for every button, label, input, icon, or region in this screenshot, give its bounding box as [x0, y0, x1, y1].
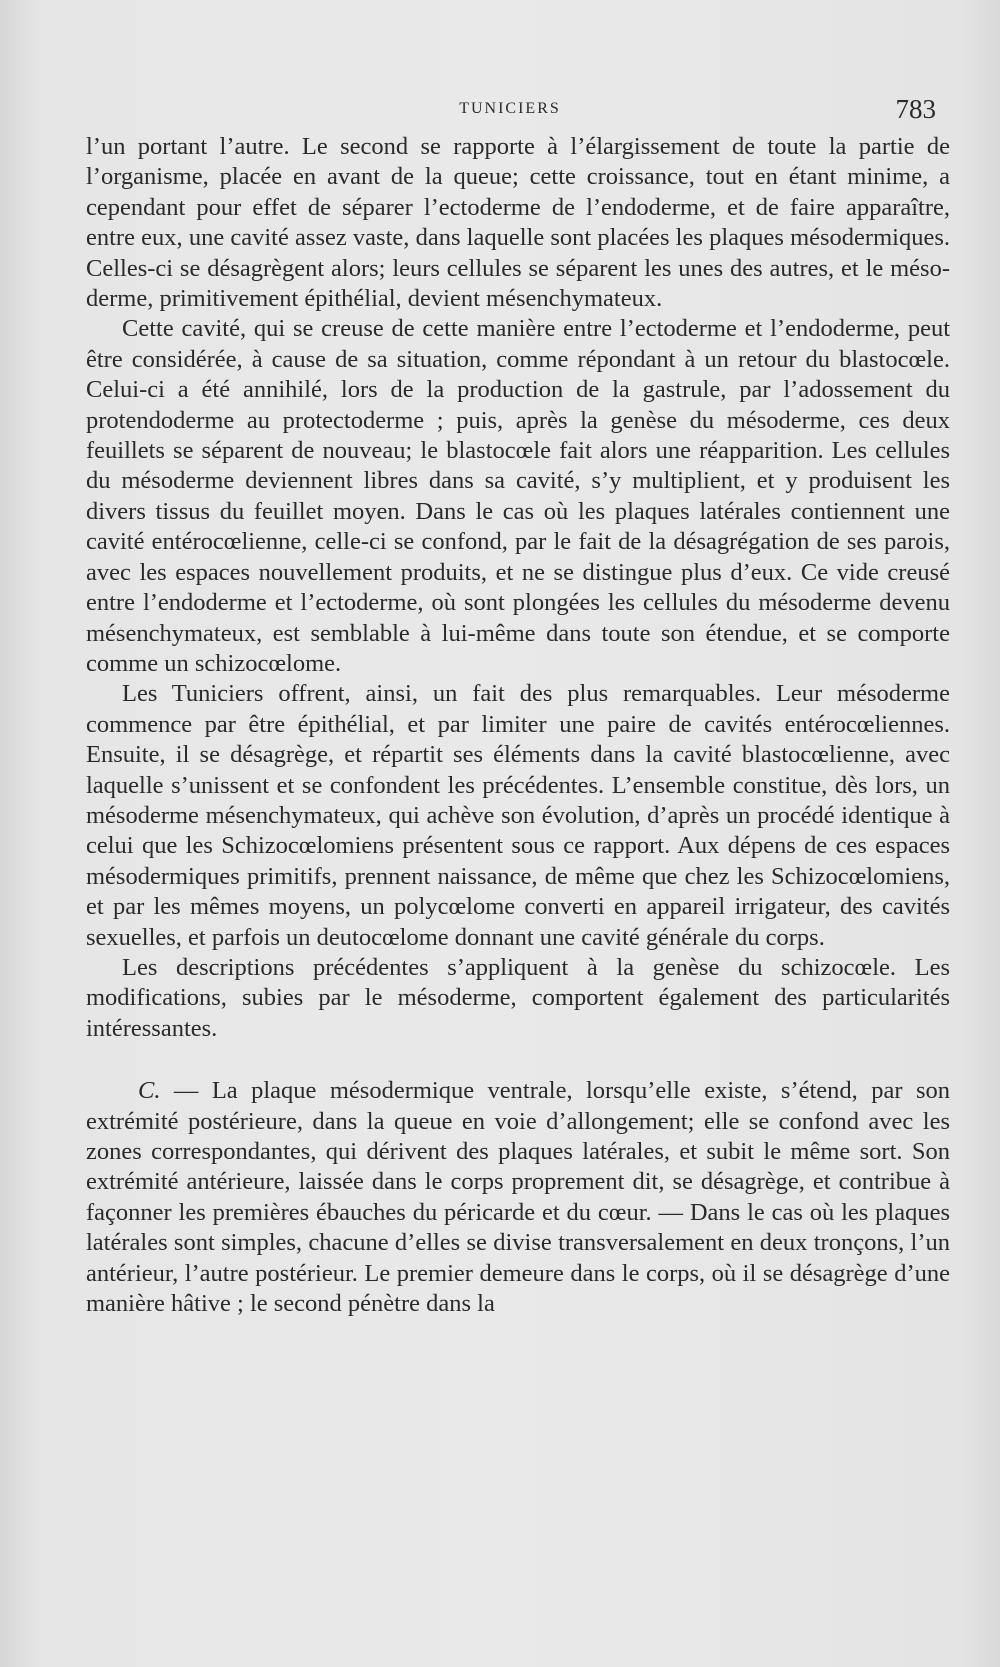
- running-head: [84, 96, 936, 122]
- paragraph-continuation: l’un portant l’autre. Le second se rapporte à l’élargissement de toute la partie de l’organisme, placée en avant de la queue; cette croissance, tout en étant minime, a cependant pour effet de séparer l’ectoderme de l’endoderme, et de faire apparaître, entre eux, une cavité assez vaste, dans laquelle sont placées les plaques mésodermiques. Celles-ci se désagrègent alors; leurs cellules se séparent les unes des autres, et le mésoderme, primitivement épithélial, devient mésenchymateux.: [86, 133, 950, 313]
- page-number: 783: [895, 94, 936, 124]
- paragraph-blastocoele: Cette cavité, qui se creuse de cette manière entre l’ectoderme et l’endoderme, peut être considérée, à cause de sa situation, comme répondant à un retour du blastocœle. Celui-ci a été annihilé, lors de la production de la gastrule, par l’adossement du protendoderme au protectoderme ; puis, après la genèse du mésoderme, ces deux feuillets se séparent de nouveau; le blastocœle fait alors une réapparition. Les cellules du mésoderme deviennent libres dans sa cavité, s’y multiplient, et y produisent les divers tissus du feuillet moyen. Dans le cas où les plaques latérales contiennent une cavité entérocœlienne, celle-ci se confond, par le fait de la désagrégation de ses parois, avec les espaces nouvellement produits, et ne se distingue plus d’eux. Ce vide creusé entre l’endoderme et l’ectoderme, où sont plongées les cellules du mésoderme devenu mésenchymateux, est semblable à lui-même dans toute son étendue, et se comporte comme un schizocœlome.: [86, 315, 950, 677]
- paragraph-descriptions: Les descriptions précédentes s’appliquent à la genèse du schizocœle. Les modifications, subies par le mésoderme, comportent également des particularités intéressantes.: [86, 953, 950, 1042]
- body-text: [86, 132, 950, 1319]
- section-letter: C.: [138, 1077, 161, 1105]
- running-title: TUNICIERS: [459, 100, 561, 117]
- paragraph-tuniciers: Les Tuniciers offrent, ainsi, un fait des plus remarquables. Leur mésoderme commence par être épithélial, et par limiter une paire de cavités entérocœliennes. Ensuite, il se désagrège, et répartit ses éléments dans la cavité blastocœlienne, avec laquelle s’unissent et se confondent les précédentes. L’ensemble constitue, dès lors, un mésoderme mésenchymateux, qui achève son évolution, d’après un procédé identique à celui que les Schizocœlomiens présentent sous ce rapport. Aux dépens de ces espaces mésodermiques primitifs, prennent naissance, de même que chez les Schizocœlomiens, et par les mêmes moyens, un polycœlome converti en appareil irrigateur, des cavités sexuelles, et parfois un deutocœlome donnant une cavité générale du corps.: [86, 680, 950, 951]
- section-c-text: — La plaque mésodermique ventrale, lorsqu’elle existe, s’étend, par son extrémité postérieure, dans la queue en voie d’allongement; elle se confond avec les zones correspondantes, qui dérivent des plaques latérales, et subit le même sort. Son extrémité antérieure, laissée dans le corps proprement dit, se désagrège, et contribue à façonner les premières ébauches du péricarde et du cœur. — Dans le cas où les plaques latérales sont simples, chacune d’elles se divise transversalement en deux tronçons, l’un antérieur, l’autre postérieur. Le premier demeure dans le corps, où il se désagrège d’une manière hâtive ; le second pénètre dans la: [86, 1077, 950, 1318]
- paragraph-section-c: [86, 1076, 950, 1319]
